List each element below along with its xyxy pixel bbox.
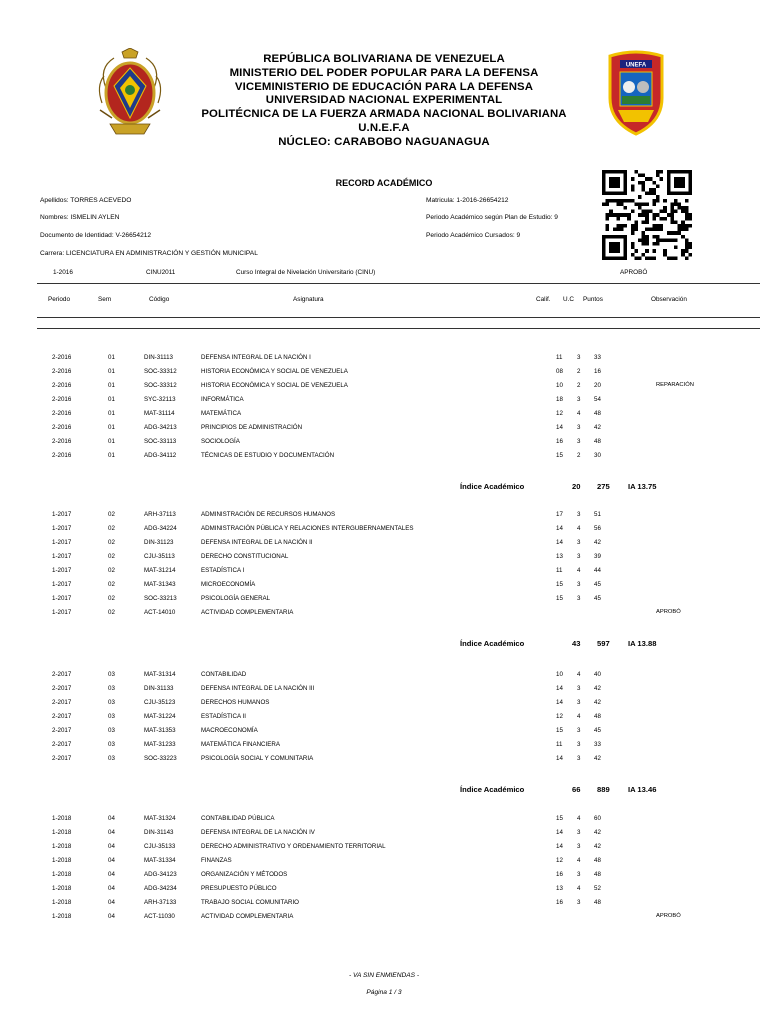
table-row xyxy=(0,685,768,695)
cell-puntos: 48 xyxy=(594,438,601,445)
table-row xyxy=(0,525,768,535)
cell-periodo: 2-2017 xyxy=(52,727,72,734)
table-row xyxy=(0,553,768,563)
cell-sem: 01 xyxy=(108,396,115,403)
cell-asignatura: ADMINISTRACIÓN DE RECURSOS HUMANOS xyxy=(201,511,336,518)
cell-codigo: ADG-34224 xyxy=(144,525,177,532)
cell-codigo: ACT-14010 xyxy=(144,609,176,616)
table-row xyxy=(0,815,768,825)
cell-codigo: DIN-31113 xyxy=(144,354,174,361)
cell-sem: 01 xyxy=(108,368,115,375)
cell-puntos: 48 xyxy=(594,871,601,878)
cell-calif: 17 xyxy=(556,511,563,518)
cell-sem: 02 xyxy=(108,511,115,518)
cell-asignatura: TÉCNICAS DE ESTUDIO Y DOCUMENTACIÓN xyxy=(201,452,335,459)
cell-periodo: 1-2017 xyxy=(52,525,72,532)
cell-uc: 3 xyxy=(577,741,581,748)
cell-puntos: 48 xyxy=(594,410,601,417)
indice-academico-row xyxy=(0,785,768,797)
indice-uc: 43 xyxy=(572,639,581,648)
cell-periodo: 2-2017 xyxy=(52,671,72,678)
cell-codigo: CJU-35113 xyxy=(144,553,175,560)
cell-uc: 3 xyxy=(577,829,581,836)
cell-observacion: APROBÓ xyxy=(656,609,681,615)
indice-uc: 20 xyxy=(572,482,581,491)
cell-asignatura: DERECHO ADMINISTRATIVO Y ORDENAMIENTO TERRITORIAL xyxy=(201,843,386,850)
cell-calif: 16 xyxy=(556,871,563,878)
cell-asignatura: CONTABILIDAD PÚBLICA xyxy=(201,815,275,822)
periodo-cursados-field: Periodo Académico Cursados: 9 xyxy=(426,232,521,239)
cell-calif: 15 xyxy=(556,595,563,602)
table-row xyxy=(0,727,768,737)
qr-code xyxy=(602,170,692,260)
cell-codigo: DIN-31133 xyxy=(144,685,174,692)
cell-puntos: 33 xyxy=(594,741,601,748)
cell-calif: 13 xyxy=(556,885,563,892)
header-line: UNIVERSIDAD NACIONAL EXPERIMENTAL xyxy=(265,94,503,107)
cell-puntos: 56 xyxy=(594,525,601,532)
cell-asignatura: DEFENSA INTEGRAL DE LA NACIÓN III xyxy=(201,685,315,692)
cell-sem: 01 xyxy=(108,382,115,389)
col-calif: Calif. xyxy=(536,296,551,303)
col-asignatura: Asignatura xyxy=(293,296,324,303)
cell-calif: 14 xyxy=(556,755,563,762)
cell-codigo: SOC-33113 xyxy=(144,438,177,445)
cell-asignatura: ESTADÍSTICA II xyxy=(201,713,246,720)
cinu-estado: APROBÓ xyxy=(620,269,648,276)
cell-uc: 3 xyxy=(577,727,581,734)
cell-asignatura: MICROECONOMÍA xyxy=(201,581,256,588)
cell-puntos: 42 xyxy=(594,539,601,546)
cell-uc: 2 xyxy=(577,382,581,389)
cell-calif: 14 xyxy=(556,699,563,706)
cell-calif: 10 xyxy=(556,671,563,678)
cell-calif: 15 xyxy=(556,815,563,822)
table-row xyxy=(0,438,768,448)
cell-codigo: ARH-37113 xyxy=(144,511,176,518)
cell-sem: 04 xyxy=(108,871,115,878)
cell-asignatura: FINANZAS xyxy=(201,857,232,864)
nombres-field: Nombres: ISMELIN AYLEN xyxy=(40,214,120,221)
table-row xyxy=(0,424,768,434)
cell-uc: 4 xyxy=(577,410,581,417)
header-line: REPÚBLICA BOLIVARIANA DE VENEZUELA xyxy=(263,53,505,65)
cell-asignatura: SOCIOLOGÍA xyxy=(201,438,240,445)
cell-calif: 12 xyxy=(556,713,563,720)
cell-sem: 03 xyxy=(108,727,115,734)
cell-codigo: MAT-31224 xyxy=(144,713,176,720)
cell-periodo: 2-2017 xyxy=(52,699,72,706)
cell-sem: 04 xyxy=(108,899,115,906)
indice-ia: IA 13.75 xyxy=(628,482,657,491)
cell-asignatura: ACTIVIDAD COMPLEMENTARIA xyxy=(201,913,294,920)
cell-asignatura: PSICOLOGÍA GENERAL xyxy=(201,595,271,602)
cell-periodo: 2-2017 xyxy=(52,741,72,748)
table-row xyxy=(0,871,768,881)
cell-asignatura: TRABAJO SOCIAL COMUNITARIO xyxy=(201,899,299,906)
table-row xyxy=(0,843,768,853)
cell-sem: 04 xyxy=(108,815,115,822)
cell-sem: 04 xyxy=(108,843,115,850)
cell-uc: 3 xyxy=(577,539,581,546)
cell-codigo: ADG-34123 xyxy=(144,871,177,878)
cell-codigo: SYC-32113 xyxy=(144,396,176,403)
cell-puntos: 52 xyxy=(594,885,601,892)
cell-uc: 3 xyxy=(577,438,581,445)
header-line: U.N.E.F.A xyxy=(358,121,410,134)
cell-periodo: 1-2017 xyxy=(52,511,72,518)
cell-observacion: APROBÓ xyxy=(656,913,681,919)
cell-calif: 18 xyxy=(556,396,563,403)
cell-periodo: 1-2018 xyxy=(52,899,72,906)
table-row xyxy=(0,609,768,619)
cell-calif: 15 xyxy=(556,452,563,459)
page-number: Página 1 / 3 xyxy=(366,989,402,996)
cell-puntos: 42 xyxy=(594,424,601,431)
table-row xyxy=(0,713,768,723)
cell-puntos: 42 xyxy=(594,843,601,850)
indice-uc: 66 xyxy=(572,785,581,794)
cell-sem: 01 xyxy=(108,452,115,459)
cell-periodo: 1-2017 xyxy=(52,539,72,546)
cell-sem: 03 xyxy=(108,741,115,748)
cell-asignatura: PRINCIPIOS DE ADMINISTRACIÓN xyxy=(201,424,303,431)
cell-puntos: 51 xyxy=(594,511,601,518)
cell-calif: 14 xyxy=(556,539,563,546)
cell-periodo: 2-2017 xyxy=(52,755,72,762)
cell-calif: 11 xyxy=(556,354,563,361)
cell-uc: 4 xyxy=(577,525,581,532)
cell-asignatura: ACTIVIDAD COMPLEMENTARIA xyxy=(201,609,294,616)
cell-uc: 3 xyxy=(577,511,581,518)
periodo-plan-field: Periodo Académico según Plan de Estudio: 9 xyxy=(426,214,558,221)
cell-puntos: 60 xyxy=(594,815,601,822)
cell-uc: 2 xyxy=(577,368,581,375)
cinu-codigo: CINU2011 xyxy=(146,269,176,276)
cell-asignatura: PRESUPUESTO PÚBLICO xyxy=(201,885,277,892)
cell-sem: 01 xyxy=(108,354,115,361)
cell-asignatura: INFORMÁTICA xyxy=(201,396,244,403)
documento-field: Documento de Identidad: V-26654212 xyxy=(40,232,152,239)
col-puntos: Puntos xyxy=(583,296,603,303)
divider xyxy=(37,283,760,284)
cell-periodo: 1-2017 xyxy=(52,609,72,616)
cell-periodo: 2-2017 xyxy=(52,713,72,720)
cell-periodo: 1-2018 xyxy=(52,885,72,892)
cell-asignatura: DERECHOS HUMANOS xyxy=(201,699,270,706)
col-uc: U.C xyxy=(563,296,575,303)
cell-puntos: 16 xyxy=(594,368,601,375)
cell-uc: 3 xyxy=(577,354,581,361)
cell-codigo: ADG-34112 xyxy=(144,452,177,459)
carrera-field: Carrera: LICENCIATURA EN ADMINISTRACIÓN Y GESTIÓN MUNICIPAL xyxy=(40,250,258,257)
cell-uc: 4 xyxy=(577,815,581,822)
cell-puntos: 20 xyxy=(594,382,601,389)
indice-puntos: 889 xyxy=(597,785,610,794)
header-line: MINISTERIO DEL PODER POPULAR PARA LA DEFENSA xyxy=(229,66,539,79)
footer-note: - VA SIN ENMIENDAS - xyxy=(348,972,420,979)
cell-calif: 12 xyxy=(556,410,563,417)
cell-calif: 16 xyxy=(556,438,563,445)
indice-puntos: 275 xyxy=(597,482,610,491)
cell-periodo: 2-2016 xyxy=(52,424,72,431)
cell-sem: 02 xyxy=(108,567,115,574)
table-row xyxy=(0,913,768,923)
table-header xyxy=(0,296,768,306)
cell-periodo: 2-2017 xyxy=(52,685,72,692)
cell-asignatura: DERECHO CONSTITUCIONAL xyxy=(201,553,289,560)
cell-calif: 12 xyxy=(556,857,563,864)
cinu-periodo: 1-2016 xyxy=(53,269,73,276)
cell-periodo: 1-2017 xyxy=(52,567,72,574)
table-row xyxy=(0,410,768,420)
cell-calif: 15 xyxy=(556,581,563,588)
cell-periodo: 2-2016 xyxy=(52,452,72,459)
header-line: POLITÉCNICA DE LA FUERZA ARMADA NACIONAL BOLIVARIANA xyxy=(201,108,567,121)
cell-sem: 03 xyxy=(108,699,115,706)
table-row xyxy=(0,382,768,392)
cell-periodo: 2-2016 xyxy=(52,354,72,361)
cell-calif: 11 xyxy=(556,741,563,748)
cell-sem: 04 xyxy=(108,913,115,920)
cell-asignatura: PSICOLOGÍA SOCIAL Y COMUNITARIA xyxy=(201,755,314,762)
cell-calif: 14 xyxy=(556,829,563,836)
matricula-field: Matricula: 1-2016-26654212 xyxy=(426,197,509,204)
cell-periodo: 1-2017 xyxy=(52,553,72,560)
col-sem: Sem xyxy=(98,296,112,303)
cell-uc: 4 xyxy=(577,567,581,574)
cell-puntos: 45 xyxy=(594,581,601,588)
cell-uc: 2 xyxy=(577,452,581,459)
cell-sem: 04 xyxy=(108,885,115,892)
cell-sem: 03 xyxy=(108,685,115,692)
cell-codigo: ADG-34234 xyxy=(144,885,177,892)
cell-periodo: 1-2018 xyxy=(52,871,72,878)
indice-academico-row xyxy=(0,482,768,494)
cell-sem: 02 xyxy=(108,581,115,588)
cell-sem: 01 xyxy=(108,424,115,431)
table-row xyxy=(0,354,768,364)
cell-calif: 11 xyxy=(556,567,563,574)
cell-asignatura: DEFENSA INTEGRAL DE LA NACIÓN IV xyxy=(201,829,315,836)
cell-puntos: 42 xyxy=(594,755,601,762)
cell-uc: 3 xyxy=(577,755,581,762)
cell-puntos: 45 xyxy=(594,727,601,734)
cell-codigo: CJU-35123 xyxy=(144,699,176,706)
cinu-asignatura: Curso Integral de Nivelación Universitario (CINU) xyxy=(236,269,376,276)
cell-codigo: MAT-31324 xyxy=(144,815,176,822)
cell-calif: 15 xyxy=(556,727,563,734)
cell-calif: 16 xyxy=(556,899,563,906)
cell-sem: 03 xyxy=(108,713,115,720)
cell-codigo: ARH-37133 xyxy=(144,899,177,906)
cell-sem: 02 xyxy=(108,595,115,602)
table-row xyxy=(0,755,768,765)
cell-calif: 13 xyxy=(556,553,563,560)
logo-text: UNEFA xyxy=(625,62,647,69)
cell-codigo: SOC-33312 xyxy=(144,368,177,375)
cell-asignatura: HISTORIA ECONÓMICA Y SOCIAL DE VENEZUELA xyxy=(201,382,348,389)
cell-codigo: MAT-31114 xyxy=(144,410,175,417)
cell-periodo: 2-2016 xyxy=(52,368,72,375)
col-observacion: Observación xyxy=(651,296,687,303)
cell-codigo: MAT-31343 xyxy=(144,581,176,588)
cell-uc: 4 xyxy=(577,885,581,892)
cell-uc: 4 xyxy=(577,713,581,720)
cell-puntos: 44 xyxy=(594,567,601,574)
cell-puntos: 42 xyxy=(594,829,601,836)
table-row xyxy=(0,396,768,406)
header-line: NÚCLEO: CARABOBO NAGUANAGUA xyxy=(278,135,490,148)
cell-calif: 10 xyxy=(556,382,563,389)
cell-periodo: 2-2016 xyxy=(52,396,72,403)
cell-codigo: DIN-31123 xyxy=(144,539,174,546)
cell-codigo: CJU-35133 xyxy=(144,843,176,850)
cell-puntos: 45 xyxy=(594,595,601,602)
cell-periodo: 1-2018 xyxy=(52,843,72,850)
cell-observacion: REPARACIÓN xyxy=(656,382,694,388)
cell-calif: 14 xyxy=(556,685,563,692)
cell-periodo: 2-2016 xyxy=(52,410,72,417)
cell-calif: 14 xyxy=(556,424,563,431)
table-row xyxy=(0,885,768,895)
cell-periodo: 1-2018 xyxy=(52,815,72,822)
table-row xyxy=(0,857,768,867)
cinu-row xyxy=(0,269,768,279)
indice-label: Índice Académico xyxy=(460,482,525,491)
cell-uc: 3 xyxy=(577,899,581,906)
cell-calif: 08 xyxy=(556,368,563,375)
indice-ia: IA 13.88 xyxy=(628,639,657,648)
cell-periodo: 2-2016 xyxy=(52,382,72,389)
cell-puntos: 48 xyxy=(594,899,601,906)
cell-codigo: SOC-33223 xyxy=(144,755,177,762)
table-row xyxy=(0,899,768,909)
table-row xyxy=(0,567,768,577)
table-row xyxy=(0,741,768,751)
table-row xyxy=(0,829,768,839)
cell-codigo: ACT-11030 xyxy=(144,913,175,920)
cell-puntos: 42 xyxy=(594,685,601,692)
indice-label: Índice Académico xyxy=(460,785,525,794)
header-line: VICEMINISTERIO DE EDUCACIÓN PARA LA DEFENSA xyxy=(234,80,534,93)
cell-sem: 04 xyxy=(108,829,115,836)
cell-sem: 02 xyxy=(108,609,115,616)
cell-asignatura: ADMINISTRACIÓN PÚBLICA Y RELACIONES INTERGUBERNAMENTALES xyxy=(201,525,414,532)
cell-uc: 3 xyxy=(577,581,581,588)
cell-sem: 01 xyxy=(108,438,115,445)
cell-calif: 14 xyxy=(556,525,563,532)
indice-ia: IA 13.46 xyxy=(628,785,657,794)
cell-codigo: ADG-34213 xyxy=(144,424,177,431)
cell-asignatura: CONTABILIDAD xyxy=(201,671,247,678)
cell-sem: 02 xyxy=(108,539,115,546)
cell-asignatura: MACROECONOMÍA xyxy=(201,727,258,734)
cell-asignatura: MATEMÁTICA xyxy=(201,410,242,417)
cell-sem: 02 xyxy=(108,525,115,532)
cell-codigo: MAT-31314 xyxy=(144,671,176,678)
col-periodo: Periodo xyxy=(48,296,71,303)
cell-sem: 01 xyxy=(108,410,115,417)
cell-asignatura: HISTORIA ECONÓMICA Y SOCIAL DE VENEZUELA xyxy=(201,368,348,375)
table-row xyxy=(0,452,768,462)
cell-puntos: 30 xyxy=(594,452,601,459)
cell-codigo: MAT-31353 xyxy=(144,727,176,734)
cell-codigo: MAT-31334 xyxy=(144,857,176,864)
col-codigo: Código xyxy=(149,296,170,303)
cell-sem: 02 xyxy=(108,553,115,560)
divider xyxy=(37,328,760,329)
cell-codigo: DIN-31143 xyxy=(144,829,174,836)
cell-puntos: 48 xyxy=(594,857,601,864)
cell-puntos: 40 xyxy=(594,671,601,678)
cell-uc: 3 xyxy=(577,871,581,878)
cell-periodo: 1-2017 xyxy=(52,581,72,588)
apellidos-field: Apellidos: TORRES ACEVEDO xyxy=(40,197,132,204)
cell-uc: 4 xyxy=(577,857,581,864)
cell-calif: 14 xyxy=(556,843,563,850)
cell-periodo: 1-2018 xyxy=(52,913,72,920)
cell-uc: 3 xyxy=(577,424,581,431)
cell-asignatura: DEFENSA INTEGRAL DE LA NACIÓN II xyxy=(201,539,313,546)
indice-label: Índice Académico xyxy=(460,639,525,648)
cell-uc: 4 xyxy=(577,671,581,678)
cell-uc: 3 xyxy=(577,685,581,692)
cell-sem: 03 xyxy=(108,755,115,762)
table-row xyxy=(0,368,768,378)
cell-uc: 3 xyxy=(577,396,581,403)
cell-puntos: 48 xyxy=(594,713,601,720)
table-row xyxy=(0,595,768,605)
cell-uc: 3 xyxy=(577,595,581,602)
table-row xyxy=(0,699,768,709)
cell-puntos: 33 xyxy=(594,354,601,361)
indice-puntos: 597 xyxy=(597,639,610,648)
cell-asignatura: MATEMÁTICA FINANCIERA xyxy=(201,741,280,748)
cell-uc: 3 xyxy=(577,699,581,706)
cell-periodo: 1-2018 xyxy=(52,829,72,836)
cell-uc: 3 xyxy=(577,843,581,850)
cell-asignatura: ESTADÍSTICA I xyxy=(201,567,245,574)
cell-periodo: 1-2017 xyxy=(52,595,72,602)
cell-codigo: MAT-31214 xyxy=(144,567,176,574)
table-row xyxy=(0,671,768,681)
cell-periodo: 2-2016 xyxy=(52,438,72,445)
cell-sem: 03 xyxy=(108,671,115,678)
indice-academico-row xyxy=(0,639,768,651)
cell-codigo: SOC-33312 xyxy=(144,382,177,389)
cell-puntos: 39 xyxy=(594,553,601,560)
table-row xyxy=(0,581,768,591)
table-row xyxy=(0,511,768,521)
cell-uc: 3 xyxy=(577,553,581,560)
table-row xyxy=(0,539,768,549)
cell-puntos: 54 xyxy=(594,396,601,403)
cell-puntos: 42 xyxy=(594,699,601,706)
cell-periodo: 1-2018 xyxy=(52,857,72,864)
cell-codigo: SOC-33213 xyxy=(144,595,177,602)
cell-codigo: MAT-31233 xyxy=(144,741,176,748)
cell-asignatura: ORGANIZACIÓN Y MÉTODOS xyxy=(201,871,288,878)
divider xyxy=(37,317,760,318)
cell-sem: 04 xyxy=(108,857,115,864)
document-header xyxy=(0,53,768,150)
document-title: RECORD ACADÉMICO xyxy=(335,178,433,188)
cell-asignatura: DEFENSA INTEGRAL DE LA NACIÓN I xyxy=(201,354,311,361)
